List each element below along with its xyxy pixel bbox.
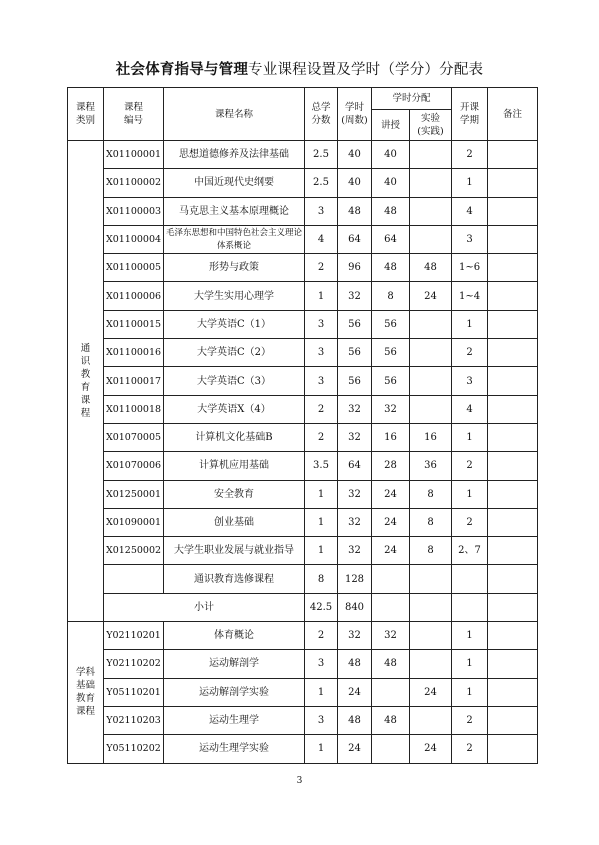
header-lab: 实验 (实践) [410, 110, 452, 141]
cell-lecture [372, 735, 410, 763]
cell-hours: 48 [338, 650, 372, 678]
cell-credits: 3.5 [305, 452, 338, 480]
cell-hours: 32 [338, 480, 372, 508]
cell-lab [410, 565, 452, 593]
cell-hours: 40 [338, 141, 372, 169]
cell-hours: 56 [338, 367, 372, 395]
cell-lecture: 24 [372, 508, 410, 536]
table-row [68, 254, 538, 282]
table-row [68, 423, 538, 451]
cell-lecture: 8 [372, 282, 410, 310]
table-row [68, 678, 538, 706]
category-cell: 通 识 教 育 课 程 [68, 141, 104, 622]
subtotal-label: 小计 [104, 593, 305, 621]
cell-credits: 1 [305, 678, 338, 706]
cell-code: X01100005 [104, 254, 164, 282]
cell-lab [410, 367, 452, 395]
table-row [68, 367, 538, 395]
cell-name: 计算机应用基础 [164, 452, 305, 480]
cell-hours: 24 [338, 735, 372, 763]
cell-code: X01100015 [104, 310, 164, 338]
cell-name: 通识教育选修课程 [164, 565, 305, 593]
cell-lecture: 24 [372, 537, 410, 565]
cell-hours: 56 [338, 339, 372, 367]
cell-lab [410, 339, 452, 367]
subtotal-empty-cell [488, 593, 538, 621]
cell-semester: 1~4 [452, 282, 488, 310]
table-row [68, 480, 538, 508]
cell-lab: 8 [410, 508, 452, 536]
cell-lab [410, 310, 452, 338]
cell-lecture: 40 [372, 169, 410, 197]
cell-name: 运动解剖学 [164, 650, 305, 678]
cell-credits: 3 [305, 367, 338, 395]
cell-credits: 1 [305, 735, 338, 763]
cell-code: X01100004 [104, 225, 164, 253]
page-number: 3 [296, 776, 303, 786]
cell-remarks [488, 310, 538, 338]
cell-lecture: 48 [372, 254, 410, 282]
cell-remarks [488, 282, 538, 310]
cell-credits: 2.5 [305, 141, 338, 169]
cell-hours: 32 [338, 282, 372, 310]
cell-lab [410, 141, 452, 169]
cell-name: 大学生职业发展与就业指导 [164, 537, 305, 565]
cell-remarks [488, 565, 538, 593]
cell-hours: 32 [338, 395, 372, 423]
header-distribution: 学时分配 [372, 88, 452, 110]
header-hours: 学时 (周数) [338, 88, 372, 141]
table-row [68, 310, 538, 338]
table-row [68, 565, 538, 593]
cell-name: 形势与政策 [164, 254, 305, 282]
table-row [68, 650, 538, 678]
cell-remarks [488, 169, 538, 197]
cell-lecture: 48 [372, 706, 410, 734]
cell-name: 中国近现代史纲要 [164, 169, 305, 197]
cell-remarks [488, 423, 538, 451]
cell-name: 大学生实用心理学 [164, 282, 305, 310]
subtotal-empty-cell [452, 593, 488, 621]
header-name: 课程名称 [164, 88, 305, 141]
cell-remarks [488, 339, 538, 367]
cell-lab [410, 395, 452, 423]
cell-lab: 24 [410, 735, 452, 763]
cell-credits: 3 [305, 706, 338, 734]
cell-hours: 24 [338, 678, 372, 706]
cell-name: 创业基础 [164, 508, 305, 536]
cell-remarks [488, 452, 538, 480]
table-row [68, 706, 538, 734]
table-row [68, 395, 538, 423]
cell-remarks [488, 537, 538, 565]
cell-code: X01100001 [104, 141, 164, 169]
cell-name: 运动生理学 [164, 706, 305, 734]
cell-name: 大学英语C（1） [164, 310, 305, 338]
cell-credits: 1 [305, 480, 338, 508]
table-row [68, 169, 538, 197]
cell-name: 计算机文化基础B [164, 423, 305, 451]
table-row [68, 508, 538, 536]
cell-semester: 2 [452, 735, 488, 763]
table-row [68, 339, 538, 367]
cell-code: X01100016 [104, 339, 164, 367]
cell-name: 运动生理学实验 [164, 735, 305, 763]
cell-credits: 1 [305, 537, 338, 565]
cell-code: X01250002 [104, 537, 164, 565]
table-row [68, 622, 538, 650]
cell-semester: 2 [452, 141, 488, 169]
cell-semester: 2 [452, 508, 488, 536]
subtotal-credits: 42.5 [305, 593, 338, 621]
cell-credits: 2 [305, 254, 338, 282]
cell-name: 大学英语C（2） [164, 339, 305, 367]
cell-name: 体育概论 [164, 622, 305, 650]
cell-lab: 24 [410, 678, 452, 706]
cell-remarks [488, 395, 538, 423]
cell-code: X01100018 [104, 395, 164, 423]
cell-semester: 1 [452, 310, 488, 338]
cell-hours: 56 [338, 310, 372, 338]
header-credits: 总学 分数 [305, 88, 338, 141]
cell-lab [410, 650, 452, 678]
cell-credits: 1 [305, 508, 338, 536]
cell-code: Y05110202 [104, 735, 164, 763]
cell-code: X01070005 [104, 423, 164, 451]
cell-semester: 1~6 [452, 254, 488, 282]
cell-semester: 1 [452, 678, 488, 706]
page-title [0, 58, 599, 79]
subtotal-empty-cell [410, 593, 452, 621]
cell-remarks [488, 367, 538, 395]
cell-code: X01090001 [104, 508, 164, 536]
cell-lecture: 16 [372, 423, 410, 451]
course-table [67, 87, 538, 764]
category-cell: 学科 基础 教育 课程 [68, 622, 104, 763]
cell-credits: 4 [305, 225, 338, 253]
cell-lecture: 64 [372, 225, 410, 253]
cell-code: X01070006 [104, 452, 164, 480]
cell-remarks [488, 622, 538, 650]
header-category: 课程 类别 [68, 88, 104, 141]
cell-remarks [488, 480, 538, 508]
cell-name: 安全教育 [164, 480, 305, 508]
title-rest-part: 专业课程设置及学时（学分）分配表 [248, 62, 484, 78]
cell-semester [452, 565, 488, 593]
title-bold-part: 社会体育指导与管理 [115, 62, 249, 78]
cell-hours: 40 [338, 169, 372, 197]
cell-credits: 2 [305, 622, 338, 650]
cell-hours: 48 [338, 706, 372, 734]
cell-code: X01250001 [104, 480, 164, 508]
cell-code: Y02110203 [104, 706, 164, 734]
cell-code: X01100017 [104, 367, 164, 395]
cell-hours: 48 [338, 197, 372, 225]
cell-credits: 3 [305, 310, 338, 338]
cell-remarks [488, 735, 538, 763]
cell-hours: 128 [338, 565, 372, 593]
table-row [68, 282, 538, 310]
cell-semester: 2 [452, 452, 488, 480]
cell-lecture: 48 [372, 650, 410, 678]
cell-lab [410, 622, 452, 650]
cell-hours: 32 [338, 622, 372, 650]
cell-remarks [488, 706, 538, 734]
cell-lecture: 28 [372, 452, 410, 480]
cell-lecture: 32 [372, 622, 410, 650]
cell-code: X01100003 [104, 197, 164, 225]
cell-lecture: 32 [372, 395, 410, 423]
cell-credits: 1 [305, 282, 338, 310]
cell-credits: 2 [305, 423, 338, 451]
cell-credits: 3 [305, 339, 338, 367]
cell-lab: 36 [410, 452, 452, 480]
cell-name: 毛泽东思想和中国特色社会主义理论体系概论 [164, 225, 305, 253]
cell-semester: 3 [452, 225, 488, 253]
cell-lab: 8 [410, 480, 452, 508]
cell-semester: 4 [452, 197, 488, 225]
cell-lab [410, 197, 452, 225]
cell-lecture [372, 565, 410, 593]
cell-name: 运动解剖学实验 [164, 678, 305, 706]
table-row [68, 735, 538, 763]
cell-name: 马克思主义基本原理概论 [164, 197, 305, 225]
cell-lab: 24 [410, 282, 452, 310]
cell-hours: 96 [338, 254, 372, 282]
cell-hours: 64 [338, 225, 372, 253]
header-lecture: 讲授 [372, 110, 410, 141]
cell-semester: 1 [452, 650, 488, 678]
cell-remarks [488, 197, 538, 225]
cell-lab: 48 [410, 254, 452, 282]
cell-semester: 1 [452, 169, 488, 197]
cell-credits: 3 [305, 650, 338, 678]
cell-code [104, 565, 164, 593]
table-row [68, 452, 538, 480]
cell-lab [410, 225, 452, 253]
cell-lab: 16 [410, 423, 452, 451]
cell-lecture: 48 [372, 197, 410, 225]
cell-code: X01100006 [104, 282, 164, 310]
cell-remarks [488, 508, 538, 536]
cell-hours: 32 [338, 508, 372, 536]
cell-remarks [488, 650, 538, 678]
cell-code: Y02110201 [104, 622, 164, 650]
cell-remarks [488, 678, 538, 706]
cell-remarks [488, 254, 538, 282]
table-row [68, 141, 538, 169]
cell-name: 大学英语X（4） [164, 395, 305, 423]
cell-code: Y02110202 [104, 650, 164, 678]
cell-semester: 2 [452, 339, 488, 367]
cell-lecture: 56 [372, 367, 410, 395]
cell-lecture: 24 [372, 480, 410, 508]
cell-name: 大学英语C（3） [164, 367, 305, 395]
header-code: 课程 编号 [104, 88, 164, 141]
subtotal-hours: 840 [338, 593, 372, 621]
table-row [68, 197, 538, 225]
cell-credits: 3 [305, 197, 338, 225]
header-remarks: 备注 [488, 88, 538, 141]
cell-lecture: 40 [372, 141, 410, 169]
header-semester: 开课 学期 [452, 88, 488, 141]
cell-lab [410, 706, 452, 734]
cell-lecture: 56 [372, 310, 410, 338]
cell-semester: 2 [452, 706, 488, 734]
table-row [68, 225, 538, 253]
table-row [68, 537, 538, 565]
cell-semester: 1 [452, 423, 488, 451]
cell-code: X01100002 [104, 169, 164, 197]
cell-credits: 8 [305, 565, 338, 593]
cell-credits: 2 [305, 395, 338, 423]
cell-remarks [488, 141, 538, 169]
cell-remarks [488, 225, 538, 253]
cell-semester: 1 [452, 622, 488, 650]
cell-lecture [372, 678, 410, 706]
cell-semester: 1 [452, 480, 488, 508]
cell-hours: 64 [338, 452, 372, 480]
cell-semester: 4 [452, 395, 488, 423]
cell-lab [410, 169, 452, 197]
cell-lab: 8 [410, 537, 452, 565]
cell-name: 思想道德修养及法律基础 [164, 141, 305, 169]
cell-hours: 32 [338, 423, 372, 451]
subtotal-row [68, 593, 538, 621]
cell-hours: 32 [338, 537, 372, 565]
cell-semester: 3 [452, 367, 488, 395]
cell-credits: 2.5 [305, 169, 338, 197]
cell-code: Y05110201 [104, 678, 164, 706]
subtotal-empty-cell [372, 593, 410, 621]
cell-lecture: 56 [372, 339, 410, 367]
cell-semester: 2、7 [452, 537, 488, 565]
